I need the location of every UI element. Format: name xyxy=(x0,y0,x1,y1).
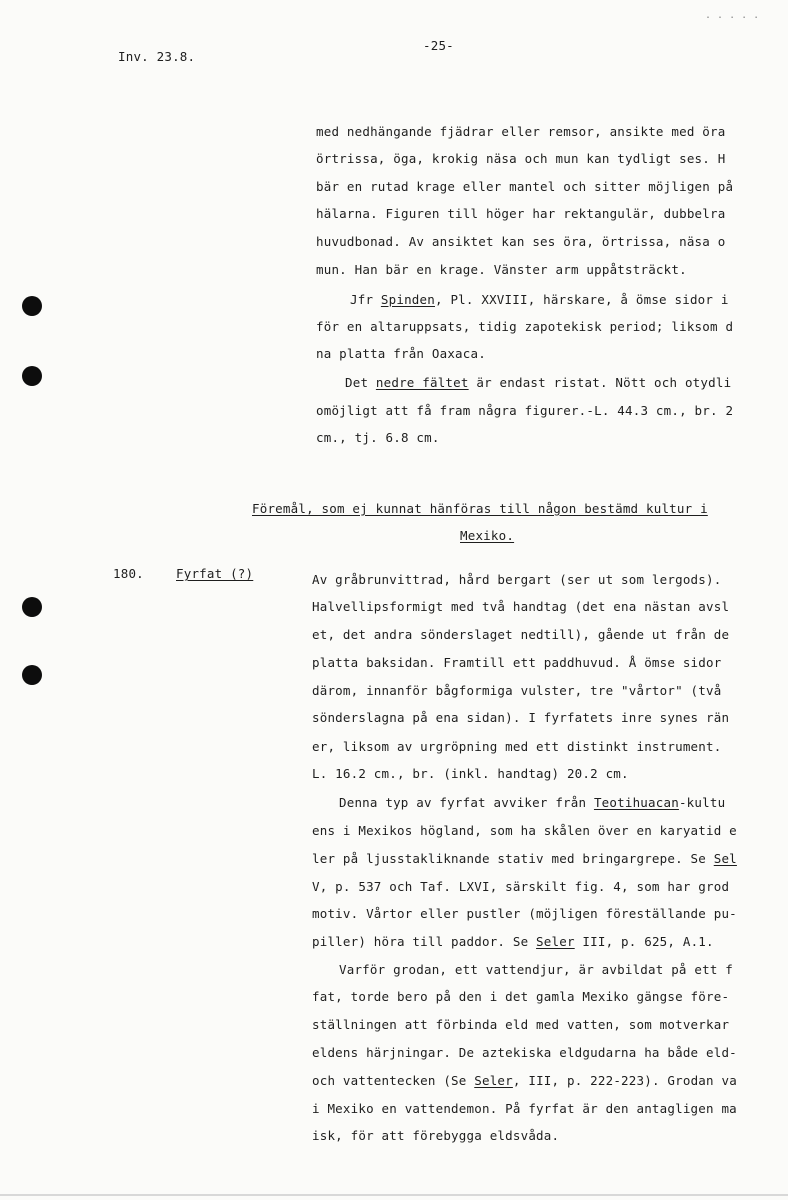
text-line: Av gråbrunvittrad, hård bergart (ser ut som lergods). xyxy=(312,572,722,587)
text-line: för en altaruppsats, tidig zapotekisk period; liksom d xyxy=(316,319,734,334)
reference-seler: Sel xyxy=(713,851,737,866)
scan-specks: . . . . . xyxy=(705,10,760,21)
reference-teotihuacan: Teotihuacan xyxy=(593,795,679,810)
text-fragment: , III, p. 222-223). Grodan va xyxy=(512,1073,737,1088)
text-line: ens i Mexikos högland, som ha skålen över en karyatid e xyxy=(312,823,737,838)
punch-hole-3 xyxy=(22,597,42,617)
text-fragment: -kultu xyxy=(678,795,726,810)
text-line: omöjligt att få fram några figurer.-L. 44.3 cm., br. 2 xyxy=(316,403,734,418)
text-line: huvudbonad. Av ansiktet kan ses öra, örtrissa, näsa o xyxy=(316,234,726,249)
reference-nedre-faltet: nedre fältet xyxy=(375,375,469,390)
text-line xyxy=(345,375,731,390)
punch-hole-2 xyxy=(22,366,42,386)
reference-spinden: Spinden xyxy=(380,292,435,307)
text-line: bär en rutad krage eller mantel och sitter möjligen på xyxy=(316,179,734,194)
text-line: fat, torde bero på den i det gamla Mexiko gängse före- xyxy=(312,989,730,1004)
text-fragment: Jfr xyxy=(350,292,381,307)
text-line: isk, för att förebygga eldsvåda. xyxy=(312,1128,560,1143)
text-line: er, liksom av urgröpning med ett distinkt instrument. xyxy=(312,739,722,754)
punch-hole-1 xyxy=(22,296,42,316)
text-line: med nedhängande fjädrar eller remsor, ansikte med öra xyxy=(316,124,726,139)
text-line: Varför grodan, ett vattendjur, är avbildat på ett f xyxy=(339,962,734,977)
text-line: hälarna. Figuren till höger har rektangulär, dubbelra xyxy=(316,206,726,221)
inventory-number: Inv. 23.8. xyxy=(118,49,196,64)
text-line: Halvellipsformigt med två handtag (det ena nästan avsl xyxy=(312,599,730,614)
text-fragment: och vattentecken (Se xyxy=(312,1073,475,1088)
page-number: -25- xyxy=(423,38,454,53)
text-line: platta baksidan. Framtill ett paddhuvud. Å ömse sidor xyxy=(312,655,722,670)
text-line: eldens härjningar. De aztekiska eldgudarna ha både eld- xyxy=(312,1045,737,1060)
heading-line-1: Föremål, som ej kunnat hänföras till någon bestämd kultur i xyxy=(252,501,708,516)
punch-hole-4 xyxy=(22,665,42,685)
text-line: et, det andra sönderslaget nedtill), gående ut från de xyxy=(312,627,730,642)
text-line: L. 16.2 cm., br. (inkl. handtag) 20.2 cm. xyxy=(312,766,629,781)
text-line xyxy=(350,292,729,307)
text-line: na platta från Oaxaca. xyxy=(316,346,486,361)
text-fragment: ler på ljusstakliknande stativ med bringargrepe. Se xyxy=(312,851,714,866)
text-line: V, p. 537 och Taf. LXVI, särskilt fig. 4, som har grod xyxy=(312,879,730,894)
reference-seler: Seler xyxy=(536,934,575,949)
text-fragment: är endast ristat. Nött och otydli xyxy=(468,375,732,390)
text-line xyxy=(312,1073,737,1088)
text-line xyxy=(312,934,714,949)
reference-seler: Seler xyxy=(474,1073,513,1088)
page-bottom-edge xyxy=(0,1194,788,1196)
text-fragment: Denna typ av fyrfat avviker från xyxy=(339,795,594,810)
text-line: mun. Han bär en krage. Vänster arm uppåtsträckt. xyxy=(316,262,687,277)
entry-title: Fyrfat (?) xyxy=(176,566,254,581)
text-line: därom, innanför bågformiga vulster, tre "vårtor" (två xyxy=(312,683,722,698)
text-fragment: piller) höra till paddor. Se xyxy=(312,934,537,949)
text-fragment: III, p. 625, A.1. xyxy=(574,934,714,949)
text-line: motiv. Vårtor eller pustler (möjligen föreställande pu- xyxy=(312,906,737,921)
text-fragment: , Pl. XXVIII, härskare, å ömse sidor i xyxy=(435,292,729,307)
text-fragment: Det xyxy=(345,375,376,390)
text-line: örtrissa, öga, krokig näsa och mun kan tydligt ses. H xyxy=(316,151,726,166)
text-line xyxy=(339,795,725,810)
text-line: cm., tj. 6.8 cm. xyxy=(316,430,440,445)
heading-line-2: Mexiko. xyxy=(460,528,515,543)
text-line: sönderslagna på ena sidan). I fyrfatets inre synes rän xyxy=(312,710,730,725)
text-line: ställningen att förbinda eld med vatten, som motverkar xyxy=(312,1017,730,1032)
entry-number: 180. xyxy=(113,566,144,581)
text-line: i Mexiko en vattendemon. På fyrfat är den antagligen ma xyxy=(312,1101,737,1116)
text-line xyxy=(312,851,737,866)
